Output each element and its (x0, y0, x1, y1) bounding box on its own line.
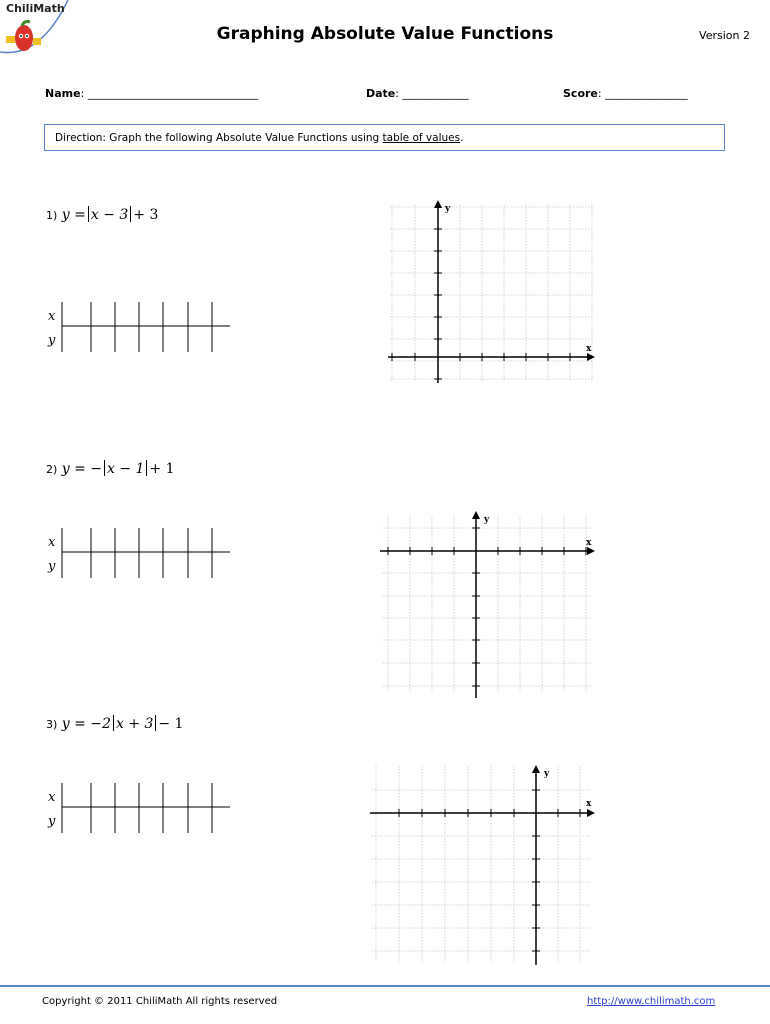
problem-3-lhs: y = −2 (61, 716, 111, 732)
problem-1-post: + 3 (133, 207, 159, 223)
problem-2-number: 2) (46, 463, 58, 476)
version-label: Version 2 (699, 29, 750, 42)
problem-3-number: 3) (46, 718, 58, 731)
problem-2-lhs: y = − (61, 461, 103, 477)
problem-2-equation (46, 460, 175, 477)
problem-3-table[interactable] (40, 781, 235, 837)
direction-box (44, 124, 725, 151)
page-title: Graphing Absolute Value Functions (216, 24, 554, 44)
score-label: Score (563, 87, 598, 100)
problem-2-grid (382, 516, 592, 692)
name-field[interactable] (45, 87, 258, 100)
problem-1-lhs: y = (61, 207, 86, 223)
direction-text (55, 132, 463, 144)
problem-3-table-y-label: y (48, 814, 56, 829)
date-field[interactable] (366, 87, 468, 100)
problem-3-x-axis-label: x (586, 799, 592, 809)
problem-1-grid (390, 205, 594, 381)
problem-2-y-axis-label: y (484, 515, 490, 525)
problem-3-table-x-label: x (48, 790, 56, 805)
problem-1-graph[interactable] (380, 195, 600, 390)
footer-divider (0, 985, 770, 987)
logo-text: ChiliMath (6, 2, 65, 15)
date-label: Date (366, 87, 396, 100)
problem-1-table[interactable] (40, 300, 235, 356)
problem-3-y-axis-label: y (544, 769, 550, 779)
problem-3-equation (46, 715, 183, 732)
problem-1-y-axis-label: y (445, 204, 451, 214)
problem-1-x-axis-label: x (586, 344, 592, 354)
problem-1-inner: x − 3 (90, 207, 129, 223)
problem-2-post: + 1 (149, 461, 175, 477)
problem-2-inner: x − 1 (107, 461, 145, 477)
problem-3-post: − 1 (158, 716, 184, 732)
score-field[interactable] (563, 87, 688, 100)
problem-2-table-y-label: y (48, 559, 56, 574)
direction-prefix: Direction: Graph the following Absolute Value Functions using (55, 132, 383, 144)
name-label: Name (45, 87, 81, 100)
direction-suffix: . (460, 132, 464, 144)
table-of-values-link: table of values (382, 132, 461, 144)
problem-2-table-x-label: x (48, 535, 56, 550)
problem-1-table-x-label: x (48, 309, 56, 324)
problem-3-grid (372, 766, 590, 962)
problem-1-equation (46, 206, 158, 223)
date-blank: : ____________ (395, 87, 469, 100)
problem-1-number: 1) (46, 209, 58, 222)
problem-1-table-y-label: y (48, 333, 56, 348)
problem-2-x-axis-label: x (586, 538, 592, 548)
name-blank: : _______________________________ (80, 87, 259, 100)
problem-3-inner: x + 3 (115, 716, 154, 732)
problem-3-graph[interactable] (368, 762, 600, 967)
score-blank: : _______________ (597, 87, 688, 100)
footer-copyright: Copyright © 2011 ChiliMath All rights reserved (42, 996, 278, 1007)
problem-2-graph[interactable] (378, 508, 600, 703)
footer-url-link[interactable]: http://www.chilimath.com (587, 996, 716, 1007)
problem-2-table[interactable] (40, 526, 235, 582)
